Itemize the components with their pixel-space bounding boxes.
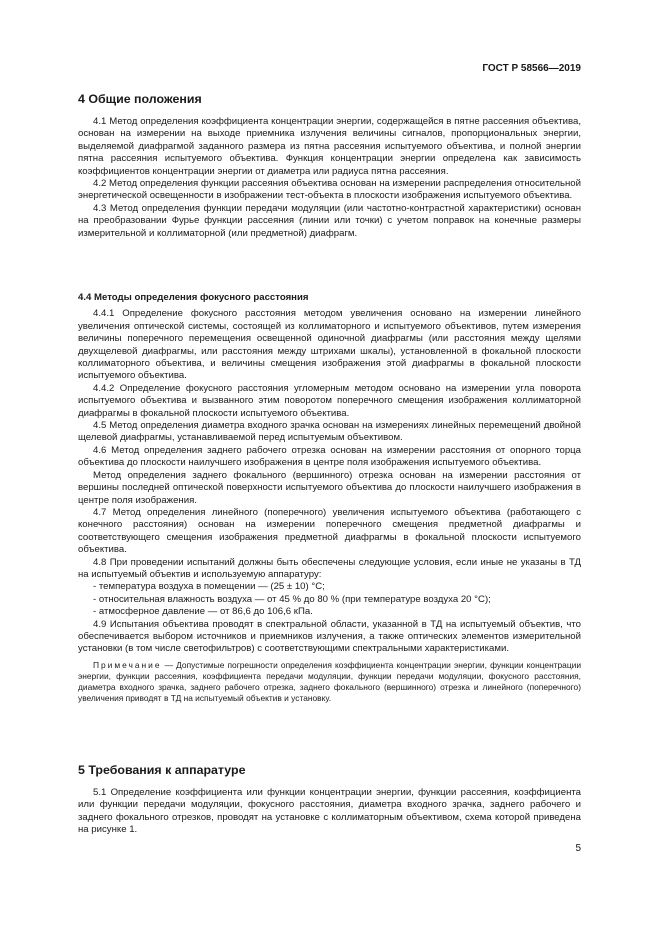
note-text: — Допустимые погрешности определения коэффициента концентрации энергии, функции концентрации энергии, функции рассеяния, коэффициента передачи модуляции, функции передачи модуляции, фокусного расстояния, диаметра входного зрачка, заднего рабочего отрезка, заднего фокального (вершинного) отрезка и линейного (поперечного) увеличения приводят в ТД на испытуемый объектив и установку.	[78, 659, 581, 703]
subsection-4-4-title: 4.4 Методы определения фокусного расстояния	[78, 292, 309, 303]
paragraph-4-3: 4.3 Метод определения функции передачи модуляции (или частотно-контрастной характеристики) основан на преобразовании Фурье функции рассеяния (линии или точки) с учетом поправок на конечные размеры измерительной и коллиматорной (или предметной) диафрагм.	[78, 202, 581, 239]
paragraph-4-4-1: 4.4.1 Определение фокусного расстояния методом увеличения основано на измерении линейного увеличения оптической системы, состоящей из коллиматорного и испытуемого объективов, путем измерения величины поперечного перемещения освещенной одиночной диафрагмы (или расстояния между щелями двухщелевой диафрагмы, или расстояния между штрихами шкалы), установленной в фокальной плоскости коллиматорного объектива, и величины смещения изображения этой диафрагмы в фокальной плоскости испытуемого объектива.	[78, 308, 581, 382]
paragraph-4-7: 4.7 Метод определения линейного (поперечного) увеличения испытуемого объектива (работающего с конечного расстояния) основан на измерении поперечного смещения предметной диафрагмы и соответствующего смещения изображения предметной диафрагмы в фокальной плоскости испытуемого объектива.	[78, 506, 581, 556]
paragraph-4-4-2: 4.4.2 Определение фокусного расстояния угломерным методом основано на измерении угла поворота испытуемого объектива и вызванного этим поворотом поперечного смещения изображения коллиматорной диафрагмы в фокальной плоскости испытуемого объектива.	[78, 382, 581, 419]
section-4-body	[78, 116, 581, 240]
page-number: 5	[575, 843, 581, 854]
paragraph-4-1: 4.1 Метод определения коэффициента концентрации энергии, содержащейся в пятне рассеяния объектива, основан на измерении на выходе приемника излучения величины сигналов, пропорциональных энергии, выделяемой диафрагмой заданного размера из пятна рассеяния испытуемого объектива, и полной энергии пятна рассеяния испытуемого объектива. Функция концентрации энергии определена как зависимость коэффициентов концентрации энергии от диаметра или радиуса пятна рассеяния.	[78, 116, 581, 177]
paragraph-4-8: 4.8 При проведении испытаний должны быть обеспечены следующие условия, если иные не указаны в ТД на испытуемый объектив и используемую аппаратуру:	[78, 556, 581, 580]
standard-code: ГОСТ Р 58566—2019	[482, 63, 581, 74]
note-label: Примечание	[93, 659, 162, 670]
paragraph-4-6: 4.6 Метод определения заднего рабочего отрезка основан на измерении расстояния от опорного торца объектива до плоскости наилучшего изображения в центре поля изображения испытуемого объектива.	[78, 444, 581, 469]
section-4-4-body	[78, 292, 581, 704]
condition-pressure: - атмосферное давление — от 86,6 до 106,6 кПа.	[93, 606, 313, 618]
paragraph-4-2: 4.2 Метод определения функции рассеяния объектива основан на измерении распределения относительной энергетической освещенности в изображении тест-объекта в плоскости изображения испытуемого объектива.	[78, 178, 581, 202]
paragraph-4-9: 4.9 Испытания объектива проводят в спектральной области, указанной в ТД на испытуемый объектив, что обеспечивается выбором источников и приемников излучения, а также оптических элементов измерительной установки (в том числе светофильтров) с соответствующими спектральными характеристиками.	[78, 618, 581, 655]
note	[78, 660, 581, 704]
paragraph-5-1: 5.1 Определение коэффициента или функции концентрации энергии, функции рассеяния, коэффициента или функции передачи модуляции, фокусного расстояния, диаметра входного зрачка, заднего рабочего и заднего фокального отрезков, проводят на установке с коллиматорным объективом, схема которой приведена на рисунке 1.	[78, 787, 581, 836]
section-5-body	[78, 787, 581, 837]
section-4-title: 4 Общие положения	[78, 92, 202, 106]
condition-temperature: - температура воздуха в помещении — (25 ± 10) °С;	[93, 581, 325, 593]
paragraph-4-5: 4.5 Метод определения диаметра входного зрачка основан на измерениях линейных перемещений двойной щелевой диафрагмы, устанавливаемой перед испытуемым объективом.	[78, 420, 581, 444]
paragraph-4-6-b: Метод определения заднего фокального (вершинного) отрезка основан на измерении расстояния от вершины последней оптической поверхности испытуемого объектива до плоскости наилучшего изображения в центре поля изображения.	[78, 469, 581, 506]
condition-humidity: - относительная влажность воздуха — от 45 % до 80 % (при температуре воздуха 20 °С);	[93, 593, 491, 605]
section-5-title: 5 Требования к аппаратуре	[78, 763, 246, 777]
